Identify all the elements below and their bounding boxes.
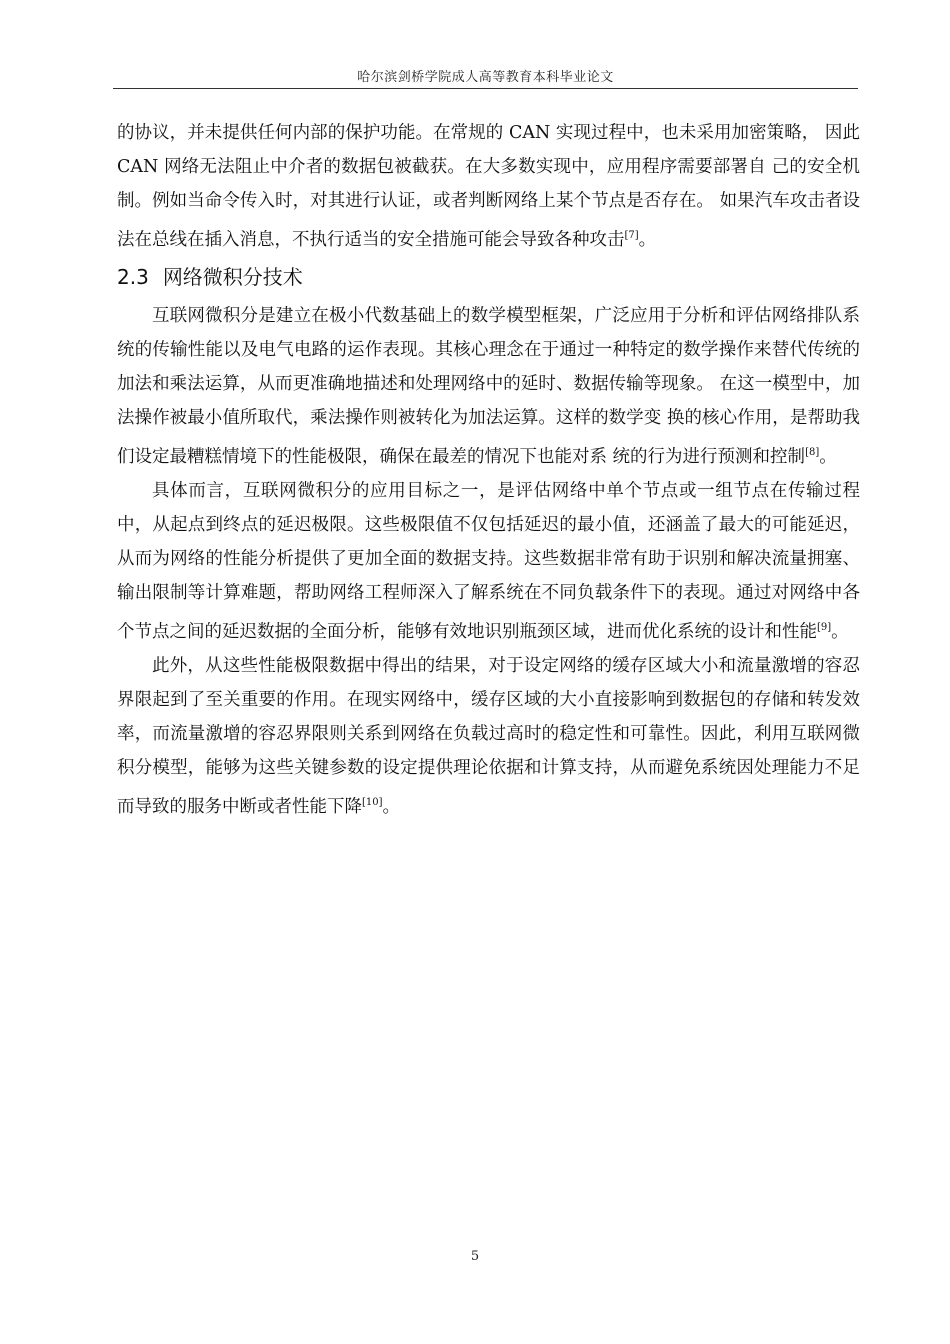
body-content bbox=[117, 116, 860, 824]
running-header: 哈尔滨剑桥学院成人高等教育本科毕业论文 bbox=[357, 70, 614, 85]
paragraph-text: 具体而言，互联网微积分的应用目标之一，是评估网络中单个节点或一组节点在传输过程中，从起点到终点的延迟极限。这些极限值不仅包括延迟的最小值，还涵盖了最大的可能延迟，从而为网络的性能分析提供了更加全面的数据支持。这些数据非常有助于识别和解决流量拥塞、输出限制等计算难题，帮助网络工程师深入了解系统在不同负载条件下的表现。通过对网络中各个节点之间的延迟数据的全面分析，能够有效地识别瓶颈区域，进而优化系统的设计和性能 bbox=[117, 480, 860, 642]
citation-ref: [10] bbox=[362, 796, 383, 808]
page-number: 5 bbox=[470, 1249, 480, 1264]
citation-ref: [9] bbox=[817, 621, 832, 633]
section-number: 2.3 bbox=[117, 264, 149, 289]
section-heading bbox=[117, 259, 860, 295]
paragraph-continuation: 的协议，并未提供任何内部的保护功能。在常规的 CAN 实现过程中，也未采用加密策略， 因此 CAN 网络无法阻止中介者的数据包被截获。在大多数实现中，应用程序需要部署自 己的安全机制。例如当命令传入时，对其进行认证，或者判断网络上某个节点是否存在。 如果汽车攻击者设法在总线在插入消息，不执行适当的安全措施可能会导致各种攻击[7]。 bbox=[117, 123, 860, 250]
citation-ref: [8] bbox=[805, 446, 820, 458]
section-title: 网络微积分技术 bbox=[162, 264, 303, 289]
paragraph-text: 此外，从这些性能极限数据中得出的结果，对于设定网络的缓存区域大小和流量激增的容忍界限起到了至关重要的作用。在现实网络中，缓存区域的大小直接影响到数据包的存储和转发效率，而流量激增的容忍界限则关系到网络在负载过高时的稳定性和可靠性。因此，利用互联网微积分模型，能够为这些关键参数的设定提供理论依据和计算支持，从而避免系统因处理能力不足而导致的服务中断或者性能下降 bbox=[117, 655, 860, 817]
paragraph-text: 互联网微积分是建立在极小代数基础上的数学模型框架，广泛应用于分析和评估网络排队系统的传输性能以及电气电路的运作表现。其核心理念在于通过一种特定的数学操作来替代传统的加法和乘法运算，从而更准确地描述和处理网络中的延时、数据传输等现象。 在这一模型中，加法操作被最小值所取代，乘法操作则被转化为加法运算。这样的数学变 换的核心作用，是帮助我们设定最糟糕情境下的性能极限，确保在最差的情况下也能对系 统的行为进行预测和控制 bbox=[117, 305, 860, 467]
paragraph: 互联网微积分是建立在极小代数基础上的数学模型框架，广泛应用于分析和评估网络排队系统的传输性能以及电气电路的运作表现。其核心理念在于通过一种特定的数学操作来替代传统的加法和乘法运算，从而更准确地描述和处理网络中的延时、数据传输等现象。 在这一模型中，加法操作被最小值所取代，乘法操作则被转化为加法运算。这样的数学变 换的核心作用，是帮助我们设定最糟糕情境下的性能极限，确保在最差的情况下也能对系 统的行为进行预测和控制[8]。 bbox=[117, 305, 860, 467]
header-divider bbox=[113, 88, 858, 89]
paragraph: 此外，从这些性能极限数据中得出的结果，对于设定网络的缓存区域大小和流量激增的容忍界限起到了至关重要的作用。在现实网络中，缓存区域的大小直接影响到数据包的存储和转发效率，而流量激增的容忍界限则关系到网络在负载过高时的稳定性和可靠性。因此，利用互联网微积分模型，能够为这些关键参数的设定提供理论依据和计算支持，从而避免系统因处理能力不足而导致的服务中断或者性能下降[10]。 bbox=[117, 655, 860, 817]
paragraph-text: 的协议，并未提供任何内部的保护功能。在常规的 CAN 实现过程中，也未采用加密策略， 因此 CAN 网络无法阻止中介者的数据包被截获。在大多数实现中，应用程序需要部署自 己的安全机制。例如当命令传入时，对其进行认证，或者判断网络上某个节点是否存在。 如果汽车攻击者设法在总线在插入消息，不执行适当的安全措施可能会导致各种攻击 bbox=[117, 123, 860, 250]
paragraph: 具体而言，互联网微积分的应用目标之一，是评估网络中单个节点或一组节点在传输过程中，从起点到终点的延迟极限。这些极限值不仅包括延迟的最小值，还涵盖了最大的可能延迟，从而为网络的性能分析提供了更加全面的数据支持。这些数据非常有助于识别和解决流量拥塞、输出限制等计算难题，帮助网络工程师深入了解系统在不同负载条件下的表现。通过对网络中各个节点之间的延迟数据的全面分析，能够有效地识别瓶颈区域，进而优化系统的设计和性能[9]。 bbox=[117, 480, 860, 642]
citation-ref: [7] bbox=[624, 229, 639, 241]
